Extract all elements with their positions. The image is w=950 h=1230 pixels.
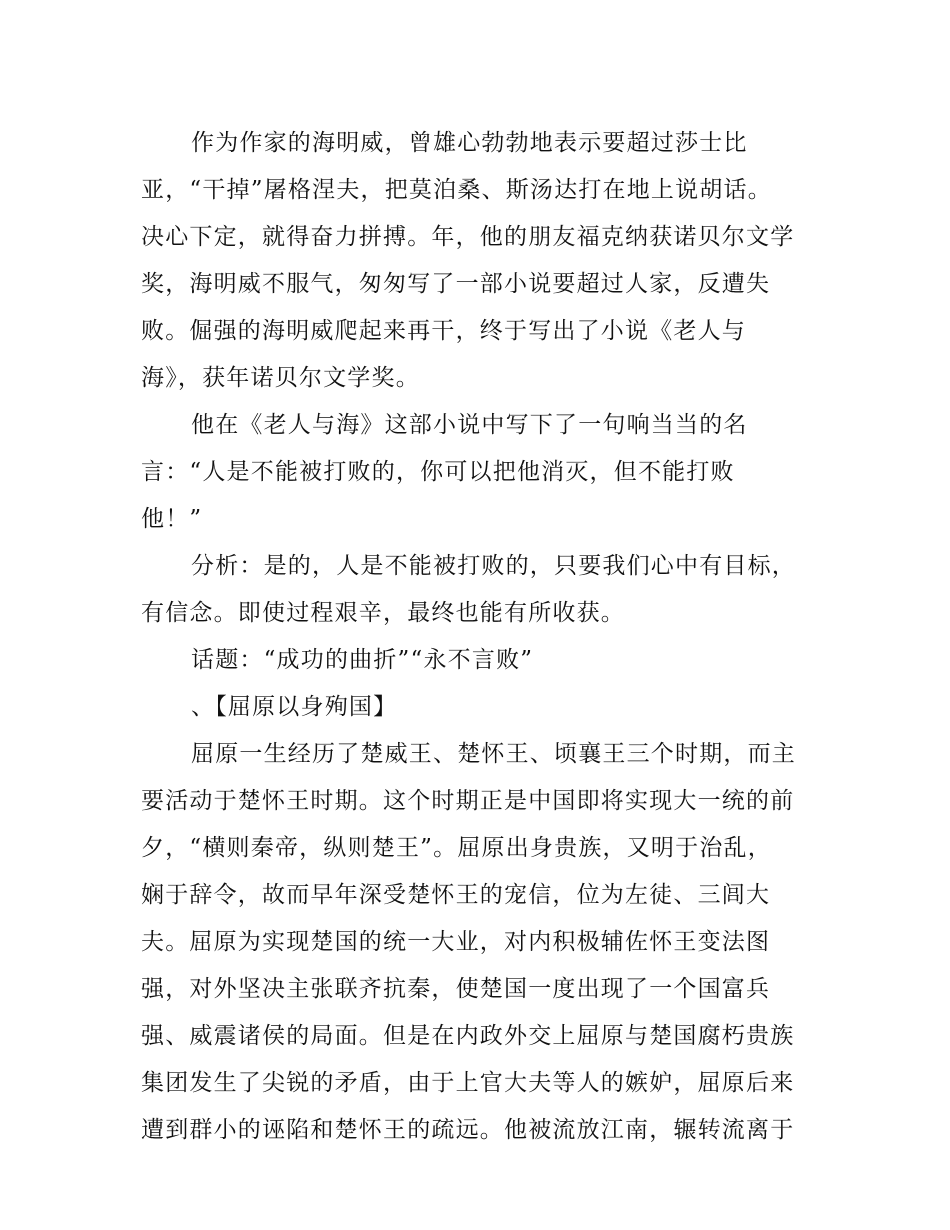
body-text	[141, 120, 821, 1154]
text-line: 奖，海明威不服气，匆匆写了一部小说要超过人家，反遭失	[141, 271, 771, 297]
paragraph-analysis	[141, 543, 821, 637]
text-line: 他在《老人与海》这部小说中写下了一句响当当的名	[191, 412, 748, 438]
text-line: 亚，“干掉”屠格涅夫，把莫泊桑、斯汤达打在地上说胡话。	[141, 177, 772, 203]
paragraph-topics	[141, 637, 821, 684]
heading-line: 、【屈原以身殉国】	[191, 694, 398, 720]
paragraph-quote	[141, 402, 821, 543]
text-line: 有信念。即使过程艰辛，最终也能有所收获。	[141, 600, 625, 626]
text-line: 强、威震诸侯的局面。但是在内政外交上屈原与楚国腐朽贵族	[141, 1023, 795, 1049]
section-heading	[141, 684, 821, 731]
text-line: 言：“人是不能被打败的，你可以把他消灭，但不能打败	[141, 459, 735, 485]
text-line: 他！”	[141, 506, 203, 532]
text-line: 集团发生了尖锐的矛盾，由于上官大夫等人的嫉妒，屈原后来	[141, 1070, 795, 1096]
text-line: 分析：是的，人是不能被打败的，只要我们心中有目标，	[191, 553, 796, 579]
text-line: 屈原一生经历了楚威王、楚怀王、顷襄王三个时期，而主	[191, 741, 796, 767]
text-line: 作为作家的海明威，曾雄心勃勃地表示要超过莎士比	[191, 130, 748, 156]
text-line: 败。倔强的海明威爬起来再干，终于写出了小说《老人与	[141, 318, 746, 344]
paragraph-hemingway	[141, 120, 821, 402]
text-line: 强，对外坚决主张联齐抗秦，使楚国一度出现了一个国富兵	[141, 976, 771, 1002]
text-line: 话题：“成功的曲折”“永不言败”	[191, 647, 534, 673]
text-line: 夕，“横则秦帝，纵则楚王”。屈原出身贵族，又明于治乱，	[141, 835, 772, 861]
text-line: 要活动于楚怀王时期。这个时期正是中国即将实现大一统的前	[141, 788, 795, 814]
text-line: 遭到群小的诬陷和楚怀王的疏远。他被流放江南，辗转流离于	[141, 1117, 795, 1143]
paragraph-quyuan	[141, 731, 821, 1154]
text-line: 娴于辞令，故而早年深受楚怀王的宠信，位为左徒、三闾大	[141, 882, 771, 908]
text-line: 决心下定，就得奋力拼搏。年，他的朋友福克纳获诺贝尔文学	[141, 224, 795, 250]
text-line: 夫。屈原为实现楚国的统一大业，对内积极辅佐怀王变法图	[141, 929, 771, 955]
text-line: 海》，获年诺贝尔文学奖。	[141, 365, 420, 391]
